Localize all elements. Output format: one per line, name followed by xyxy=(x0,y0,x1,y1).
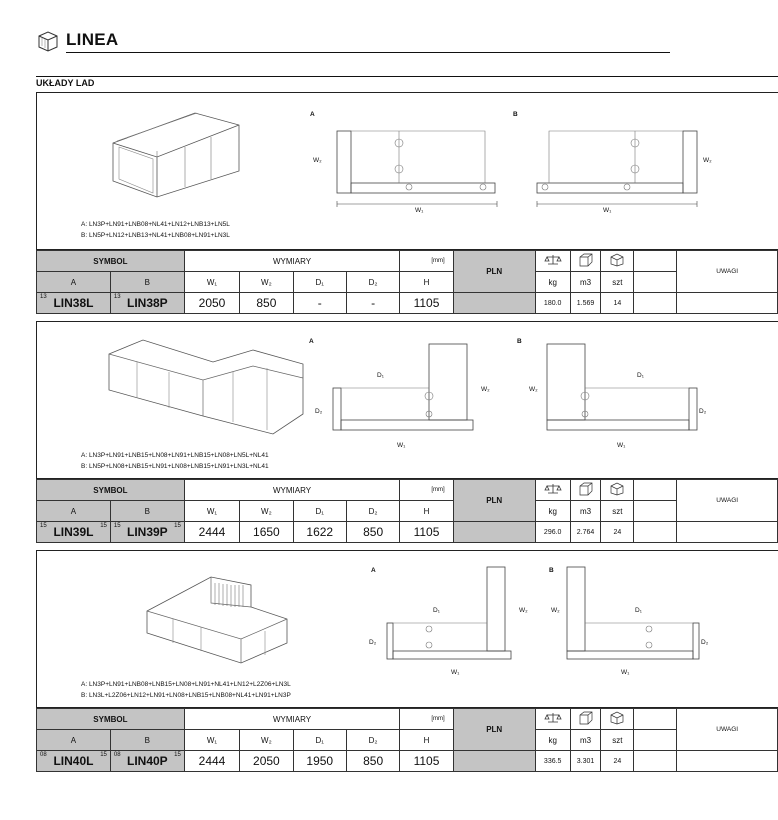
kg-header: kg xyxy=(535,730,570,751)
set-3-codes-a: A: LN3P+LN91+LNB08+LNB15+LN08+LN91+NL41+LN12+L2Z06+LN3L xyxy=(81,681,291,688)
d2-header: D₂ xyxy=(346,272,399,293)
unit-mm: [mm] xyxy=(400,480,453,501)
set-3-view-a-label: A xyxy=(371,567,376,574)
uwagi-value xyxy=(677,522,778,543)
pln-header: PLN xyxy=(453,709,535,751)
set-2-spec-table xyxy=(36,479,778,543)
d2-value: 850 xyxy=(346,522,399,543)
section-divider xyxy=(36,76,778,77)
uwagi-header: UWAGI xyxy=(677,251,778,293)
set-2-b-d2: D₂ xyxy=(699,408,707,415)
col-a-header: A xyxy=(37,272,111,293)
wymiary-header: WYMIARY xyxy=(184,480,400,501)
model-a-sup: 13 xyxy=(40,294,47,300)
d2-header: D₂ xyxy=(346,730,399,751)
pln-value xyxy=(453,751,535,772)
col-a-header: A xyxy=(37,501,111,522)
h-header: H xyxy=(400,272,453,293)
w2-value: 2050 xyxy=(240,751,293,772)
symbol-header: SYMBOL xyxy=(37,709,185,730)
d1-value: 1622 xyxy=(293,522,346,543)
box-icon xyxy=(601,480,634,501)
szt-header: szt xyxy=(601,730,634,751)
model-b-sup: 08 xyxy=(113,752,121,758)
set-2-iso-sketch xyxy=(103,334,313,434)
set-1-codes-b: B: LN5P+LN12+LNB13+NL41+LNB08+LN91+LN3L xyxy=(81,232,230,239)
set-1-plan-view-b xyxy=(537,131,697,197)
set-1-a-w1: W₁ xyxy=(415,207,424,214)
szt-value: 24 xyxy=(601,522,634,543)
unit-mm: [mm] xyxy=(400,251,453,272)
d2-header: D₂ xyxy=(346,501,399,522)
pln-value xyxy=(453,522,535,543)
szt-header: szt xyxy=(601,272,634,293)
set-2-a-w1: W₁ xyxy=(397,442,406,449)
set-3-codes-b: B: LN3L+L2Z06+LN12+LN91+LN08+LNB15+LNB08+NL41+LN91+LN3P xyxy=(81,692,291,699)
szt-value: 24 xyxy=(601,751,634,772)
w2-header: W₂ xyxy=(240,501,293,522)
model-a: 13 LIN38L xyxy=(37,293,111,314)
set-3-a-d1: D₁ xyxy=(433,607,440,614)
extra-col xyxy=(634,251,677,272)
col-a-header: A xyxy=(37,730,111,751)
set-2-drawing-panel xyxy=(36,321,778,479)
set-1-drawing-panel xyxy=(36,92,778,250)
set-1-spec-table xyxy=(36,250,778,314)
w1-header: W₁ xyxy=(184,501,239,522)
symbol-header: SYMBOL xyxy=(37,480,185,501)
scale-icon xyxy=(535,251,570,272)
brand-title: LINEA xyxy=(66,30,119,49)
set-3-view-b-label: B xyxy=(549,567,554,574)
d1-header: D₁ xyxy=(293,730,346,751)
model-a-sup-right: 15 xyxy=(100,523,107,529)
set-1-b-w1-line xyxy=(537,201,697,207)
set-1-a-w2: W₂ xyxy=(313,157,322,164)
set-3-b-w1: W₁ xyxy=(621,669,630,676)
scale-icon xyxy=(535,480,570,501)
set-2-b-w1: W₁ xyxy=(617,442,626,449)
model-a-sup-right: 15 xyxy=(100,752,107,758)
m3-header: m3 xyxy=(570,272,601,293)
kg-value: 180.0 xyxy=(535,293,570,314)
linea-cube-logo-icon xyxy=(36,29,60,53)
d1-header: D₁ xyxy=(293,272,346,293)
set-1-view-b-label: B xyxy=(513,111,518,118)
symbol-header: SYMBOL xyxy=(37,251,185,272)
uwagi-header: UWAGI xyxy=(677,480,778,522)
h-header: H xyxy=(400,501,453,522)
set-3-drawing-panel xyxy=(36,550,778,708)
uwagi-value xyxy=(677,751,778,772)
w2-header: W₂ xyxy=(240,272,293,293)
m3-value: 3.301 xyxy=(570,751,601,772)
model-b-sup: 15 xyxy=(113,523,121,529)
w2-value: 850 xyxy=(240,293,293,314)
set-2-b-d1: D₁ xyxy=(637,372,644,379)
set-2-codes-b: B: LN5P+LN08+LNB15+LN91+LN08+LNB15+LN91+LN3L+NL41 xyxy=(81,463,269,470)
pln-header: PLN xyxy=(453,480,535,522)
set-2-plan-view-a xyxy=(333,344,473,434)
cube-icon xyxy=(570,251,601,272)
box-icon xyxy=(601,709,634,730)
box-icon xyxy=(601,251,634,272)
h-value: 1105 xyxy=(400,522,453,543)
set-3-b-d2: D₂ xyxy=(701,639,709,646)
model-b: 13 LIN38P xyxy=(110,293,184,314)
kg-value: 336.5 xyxy=(535,751,570,772)
model-a: 08 LIN40L 15 xyxy=(37,751,111,772)
set-1-view-a-label: A xyxy=(310,111,315,118)
szt-header: szt xyxy=(601,501,634,522)
uwagi-value xyxy=(677,293,778,314)
set-2-a-d1: D₁ xyxy=(377,372,384,379)
d1-value: - xyxy=(293,293,346,314)
kg-header: kg xyxy=(535,272,570,293)
pln-value xyxy=(453,293,535,314)
set-2-b-w2: W₂ xyxy=(529,386,538,393)
kg-value: 296.0 xyxy=(535,522,570,543)
pln-header: PLN xyxy=(453,251,535,293)
page-header xyxy=(36,26,636,56)
w1-value: 2444 xyxy=(184,751,239,772)
set-2-view-b-label: B xyxy=(517,338,522,345)
section-title: UKŁADY LAD xyxy=(36,78,95,88)
set-1-iso-sketch xyxy=(107,107,287,197)
set-3-a-w2: W₂ xyxy=(519,607,528,614)
set-2-a-d2: D₂ xyxy=(315,408,323,415)
set-2-codes-a: A: LN3P+LN91+LNB15+LN08+LN91+LNB15+LN08+LN5L+NL41 xyxy=(81,452,269,459)
set-3-a-w1: W₁ xyxy=(451,669,460,676)
model-a: 15 LIN39L 15 xyxy=(37,522,111,543)
set-3-b-d1: D₁ xyxy=(635,607,642,614)
set-1-b-w2: W₂ xyxy=(703,157,712,164)
w1-value: 2444 xyxy=(184,522,239,543)
d1-header: D₁ xyxy=(293,501,346,522)
d2-value: 850 xyxy=(346,751,399,772)
w1-header: W₁ xyxy=(184,730,239,751)
cube-icon xyxy=(570,480,601,501)
model-a-sup: 15 xyxy=(40,523,47,529)
w1-header: W₁ xyxy=(184,272,239,293)
model-b: 15 LIN39P 15 xyxy=(110,522,184,543)
set-3-spec-table xyxy=(36,708,778,772)
w2-header: W₂ xyxy=(240,730,293,751)
set-3-plan-view-a xyxy=(387,567,511,663)
cube-icon xyxy=(570,709,601,730)
model-b-sup-right: 15 xyxy=(174,752,181,758)
col-b-header: B xyxy=(110,501,184,522)
model-b-sup: 13 xyxy=(113,294,121,300)
set-3-b-w2: W₂ xyxy=(551,607,560,614)
col-b-header: B xyxy=(110,730,184,751)
wymiary-header: WYMIARY xyxy=(184,251,400,272)
d2-value: - xyxy=(346,293,399,314)
set-2-view-a-label: A xyxy=(309,338,314,345)
scale-icon xyxy=(535,709,570,730)
h-value: 1105 xyxy=(400,293,453,314)
set-1-plan-view-a xyxy=(337,131,497,197)
col-b-header: B xyxy=(110,272,184,293)
set-3-iso-sketch xyxy=(141,563,291,663)
uwagi-header: UWAGI xyxy=(677,709,778,751)
kg-header: kg xyxy=(535,501,570,522)
model-a-sup: 08 xyxy=(40,752,47,758)
unit-mm: [mm] xyxy=(400,709,453,730)
set-1-codes-a: A: LN3P+LN91+LNB08+NL41+LN12+LNB13+LN5L xyxy=(81,221,230,228)
model-b-sup-right: 15 xyxy=(174,523,181,529)
w2-value: 1650 xyxy=(240,522,293,543)
d1-value: 1950 xyxy=(293,751,346,772)
set-2-plan-view-b xyxy=(547,344,697,434)
m3-header: m3 xyxy=(570,501,601,522)
model-b: 08 LIN40P 15 xyxy=(110,751,184,772)
header-divider xyxy=(66,52,670,53)
m3-header: m3 xyxy=(570,730,601,751)
set-2-a-w2: W₂ xyxy=(481,386,490,393)
wymiary-header: WYMIARY xyxy=(184,709,400,730)
h-value: 1105 xyxy=(400,751,453,772)
set-3-a-d2: D₂ xyxy=(369,639,377,646)
w1-value: 2050 xyxy=(184,293,239,314)
m3-value: 2.764 xyxy=(570,522,601,543)
m3-value: 1.569 xyxy=(570,293,601,314)
set-1-b-w1: W₁ xyxy=(603,207,612,214)
h-header: H xyxy=(400,730,453,751)
set-3-plan-view-b xyxy=(567,567,701,663)
szt-value: 14 xyxy=(601,293,634,314)
